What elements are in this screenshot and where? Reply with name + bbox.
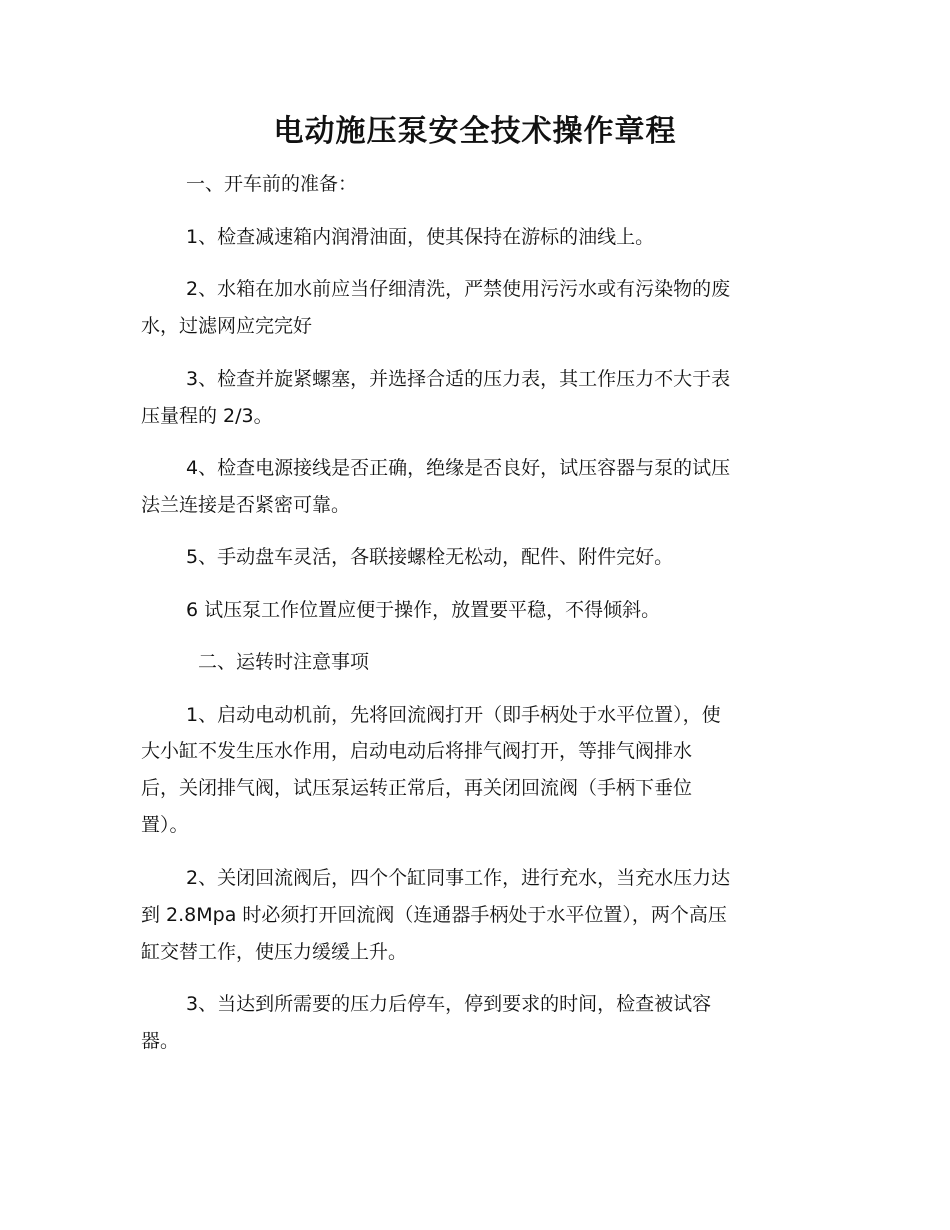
paragraph-line: 水，过滤网应完完好	[141, 315, 313, 337]
paragraph-line: 6 试压泵工作位置应便于操作，放置要平稳，不得倾斜。	[186, 599, 661, 621]
paragraph-line: 压量程的 2/3。	[141, 405, 273, 427]
paragraph-line: 4、检查电源接线是否正确，绝缘是否良好，试压容器与泵的试压	[186, 457, 731, 479]
paragraph-line: 缸交替工作，使压力缓缓上升。	[141, 941, 408, 963]
paragraph-line: 置）。	[141, 814, 189, 836]
paragraph-line: 法兰连接是否紧密可靠。	[141, 494, 351, 516]
paragraph-line: 1、启动电动机前，先将回流阀打开（即手柄处于水平位置），使	[186, 704, 721, 726]
paragraph-line: 2、关闭回流阀后，四个个缸同事工作，进行充水，当充水压力达	[186, 867, 731, 889]
document-title: 电动施压泵安全技术操作章程	[273, 114, 677, 149]
paragraph-line: 大小缸不发生压水作用，启动电动后将排气阀打开，等排气阀排水	[141, 740, 693, 762]
section-heading: 二、运转时注意事项	[198, 651, 370, 673]
paragraph-line: 2、水箱在加水前应当仔细清洗，严禁使用污污水或有污染物的废	[186, 278, 731, 300]
section-heading: 一、开车前的准备：	[186, 173, 358, 195]
paragraph-line: 1、检查减速箱内润滑油面，使其保持在游标的油线上。	[186, 226, 655, 248]
paragraph-line: 器。	[141, 1030, 180, 1052]
paragraph-line: 5、手动盘车灵活，各联接螺栓无松动，配件、附件完好。	[186, 546, 674, 568]
paragraph-line: 3、检查并旋紧螺塞，并选择合适的压力表，其工作压力不大于表	[186, 368, 731, 390]
paragraph-line: 后，关闭排气阀，试压泵运转正常后，再关闭回流阀（手柄下垂位	[141, 777, 693, 799]
paragraph-line: 到 2.8Mpa 时必须打开回流阀（连通器手柄处于水平位置），两个高压	[141, 904, 727, 926]
paragraph-line: 3、当达到所需要的压力后停车，停到要求的时间，检查被试容	[186, 993, 712, 1015]
